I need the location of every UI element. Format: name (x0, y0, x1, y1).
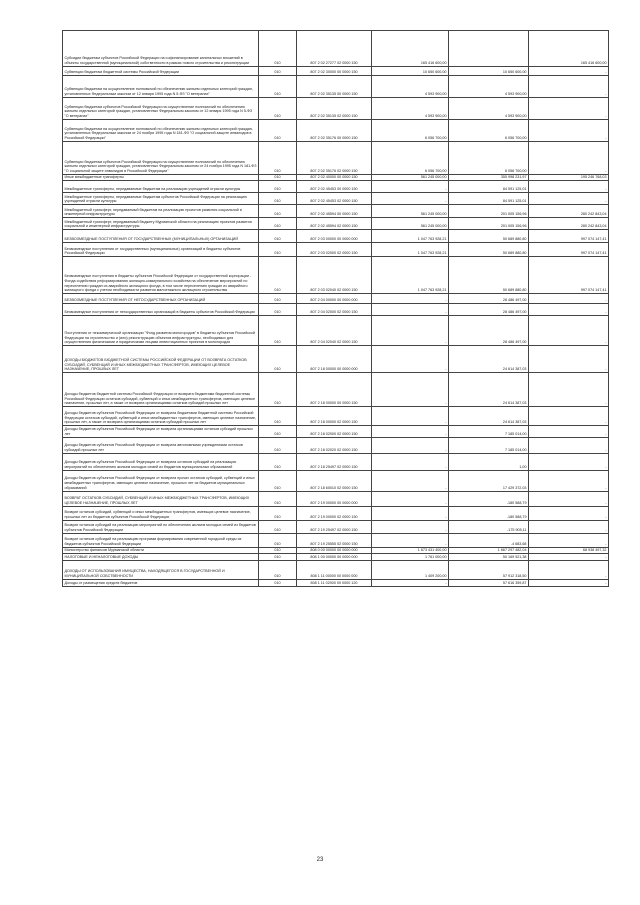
cell-v2: 50 689 880,80 (449, 230, 529, 243)
cell-v3: - (529, 346, 609, 373)
cell-code: 010 (259, 205, 297, 218)
cell-kbk: 807 2 03 02000 02 0000 150 (297, 243, 372, 257)
cell-kbk: 807 2 18 25497 02 0000 150 (297, 453, 372, 470)
cell-v1: - (372, 506, 449, 520)
cell-name: Субвенции бюджетам на осуществление полномочий по обеспечению жильем отдельных категорий граждан, установленных Федеральным законом от 12 января 1995 года N 5-ФЗ "О ветеранах" (63, 76, 259, 98)
cell-v2: 50 689 880,80 (449, 257, 529, 294)
cell-v1: 4 593 900,00 (372, 98, 449, 120)
cell-kbk: 807 2 04 00000 00 0000 000 (297, 294, 372, 304)
cell-v1: 1 409 200,00 (372, 560, 449, 579)
cell-code: 010 (259, 294, 297, 304)
cell-v1: 1 761 000,00 (372, 554, 449, 560)
cell-kbk: 807 2 02 27277 02 0000 150 (297, 31, 372, 67)
cell-v2: 28 486 497,00 (449, 294, 529, 304)
cell-v1: - (372, 346, 449, 373)
cell-code: 010 (259, 491, 297, 506)
cell-kbk: 807 2 19 00000 02 0000 150 (297, 506, 372, 520)
cell-v2: 10 650 600,00 (449, 67, 529, 76)
cell-v1: - (372, 579, 449, 586)
cell-v2: 1 667 297 482,04 (449, 547, 529, 553)
table-row (63, 257, 609, 294)
cell-name: Межбюджетные трансферты, передаваемые бюджетам на реализацию учреждений отрасли культуры (63, 181, 259, 193)
cell-v1: - (372, 193, 449, 205)
cell-kbk: 807 2 19 00000 00 0000 000 (297, 491, 372, 506)
cell-code: 010 (259, 316, 297, 346)
cell-v3: - (529, 437, 609, 453)
cell-code: 010 (259, 257, 297, 294)
cell-code: 010 (259, 120, 297, 142)
table-row (63, 407, 609, 426)
cell-v1: 1 673 431 400,00 (372, 547, 449, 553)
cell-v1: 1 047 763 928,21 (372, 257, 449, 294)
cell-v3: - (529, 76, 609, 98)
cell-kbk: 807 2 02 35135 00 0000 150 (297, 76, 372, 98)
revenue-table (62, 30, 609, 587)
table-row (63, 181, 609, 193)
cell-name: Доходы бюджетов субъектов Российской Федерации от возврата остатков субсидий на реализацию мероприятий по обеспечению жильем молодых семей из бюджетов муниципальных образований (63, 453, 259, 470)
cell-code: 010 (259, 407, 297, 426)
cell-name: Межбюджетный трансферт, передаваемый бюджету Мурманской области на реализацию проектов развития социальной и инженерной инфраструктуры (63, 218, 259, 230)
cell-v2: 24 614 387,03 (449, 373, 529, 407)
cell-v3: 997 074 147,41 (529, 243, 609, 257)
table-row (63, 98, 609, 120)
table-row (63, 76, 609, 98)
cell-name: Поступления от некоммерческой организации "Фонд развития моногородов" в бюджеты субъектов Российской Федерации на строительство и (или) реконструкцию объектов инфраструктуры, необходимых для осуществления физическими и юридическими лицами инвестиционных проектов в моногородах (63, 316, 259, 346)
cell-v2: 50 169 521,38 (449, 554, 529, 560)
cell-v1: 1 047 763 928,21 (372, 243, 449, 257)
cell-code: 010 (259, 304, 297, 316)
cell-name: Доходы бюджетов субъектов Российской Федерации от возврата прочих остатков субсидий, субвенций и иных межбюджетных трансфертов, имеющих целевое назначение, прошлых лет из бюджетов муниципальных образований (63, 470, 259, 491)
table-row (63, 316, 609, 346)
cell-v3: 195 246 768,03 (529, 175, 609, 181)
cell-name: Безвозмездные поступления от государственных (муниципальных) организаций в бюджеты субъектов Российской Федерации (63, 243, 259, 257)
cell-v2: 57 912 318,50 (449, 560, 529, 579)
cell-v3: - (529, 294, 609, 304)
cell-name: Доходы бюджетов субъектов Российской Федерации от возврата автономными учреждениями остатков субсидий прошлых лет (63, 437, 259, 453)
cell-v2: 4 593 900,00 (449, 76, 529, 98)
cell-v3: - (529, 453, 609, 470)
cell-v3: - (529, 316, 609, 346)
cell-v2: 7 185 014,00 (449, 426, 529, 437)
cell-code: 010 (259, 453, 297, 470)
cell-v3: 280 242 843,04 (529, 218, 609, 230)
page-number: 23 (316, 857, 324, 863)
cell-code: 010 (259, 218, 297, 230)
cell-code: 010 (259, 243, 297, 257)
cell-v3: - (529, 304, 609, 316)
cell-name: Возврат остатков субсидий, субвенций и иных межбюджетных трансфертов, имеющих целевое назначение, прошлых лет из бюджетов субъектов Российской Федерации (63, 506, 259, 520)
cell-kbk: 807 2 03 02040 02 0000 150 (297, 257, 372, 294)
cell-v3: - (529, 491, 609, 506)
cell-kbk: 807 2 18 02000 02 0000 150 (297, 426, 372, 437)
cell-kbk: 807 2 18 60010 02 0000 150 (297, 470, 372, 491)
cell-kbk: 807 2 02 40000 00 0000 150 (297, 175, 372, 181)
cell-v1: 561 245 000,00 (372, 205, 449, 218)
cell-kbk: 807 2 02 35176 00 0000 150 (297, 120, 372, 142)
table-row (63, 346, 609, 373)
cell-v2: 201 005 156,96 (449, 205, 529, 218)
cell-v2: 17 429 372,03 (449, 470, 529, 491)
cell-name: Субсидии бюджетам субъектов Российской Федерации на софинансирование капитальных вложений в объекты государственной (муниципальной) собственности в рамках нового строительства и реконструкции (63, 31, 259, 67)
cell-v1: - (372, 316, 449, 346)
cell-v1: - (372, 470, 449, 491)
cell-name: Возврат остатков субсидий на реализацию мероприятий по обеспечению жильем молодых семей из бюджетов субъектов Российской Федерации (63, 520, 259, 533)
cell-code: 010 (259, 533, 297, 547)
cell-code: 010 (259, 346, 297, 373)
cell-v3: - (529, 67, 609, 76)
cell-v2: 24 614 387,03 (449, 346, 529, 373)
cell-v2: 6 056 700,00 (449, 142, 529, 175)
cell-v2: 50 689 880,80 (449, 243, 529, 257)
table-row (63, 491, 609, 506)
cell-kbk: 808 1 11 02000 00 0000 120 (297, 579, 372, 586)
cell-code: 010 (259, 437, 297, 453)
table-row (63, 218, 609, 230)
table-row (63, 193, 609, 205)
cell-v2 (449, 31, 529, 67)
cell-v1: 561 245 000,00 (372, 175, 449, 181)
cell-code: 010 (259, 554, 297, 560)
cell-kbk: 807 2 19 25497 02 0000 150 (297, 520, 372, 533)
cell-v2: -180 588,79 (449, 491, 529, 506)
cell-kbk: 807 2 18 00000 00 0000 150 (297, 373, 372, 407)
cell-code: 010 (259, 76, 297, 98)
cell-name: Субвенции бюджетам бюджетной системы Российской Федерации (63, 67, 259, 76)
cell-code: 010 (259, 506, 297, 520)
table-row (63, 437, 609, 453)
cell-v3: - (529, 98, 609, 120)
table-row (63, 506, 609, 520)
cell-name: Субвенции бюджетам на осуществление полномочий по обеспечению жильем отдельных категорий граждан, установленных Федеральным законом от 24 ноября 1995 года N 181-ФЗ "О социальной защите инвалидов в Российской Федерации" (63, 120, 259, 142)
cell-name: Доходы бюджетов субъектов Российской Федерации от возврата организациями остатков субсидий прошлых лет (63, 426, 259, 437)
cell-v3: - (529, 407, 609, 426)
cell-code: 010 (259, 31, 297, 67)
table-row (63, 304, 609, 316)
cell-name: ВОЗВРАТ ОСТАТКОВ СУБСИДИЙ, СУБВЕНЦИЙ И ИНЫХ МЕЖБЮДЖЕТНЫХ ТРАНСФЕРТОВ, ИМЕЮЩИХ ЦЕЛЕВОЕ НАЗНАЧЕНИЕ, ПРОШЛЫХ ЛЕТ (63, 491, 259, 506)
table-row (63, 560, 609, 579)
cell-v2: 4 593 900,00 (449, 98, 529, 120)
cell-v1: - (372, 181, 449, 193)
table-row (63, 373, 609, 407)
cell-code: 010 (259, 142, 297, 175)
cell-v1: 165 416 600,00 (372, 31, 449, 67)
cell-kbk: 807 2 02 45453 02 0000 150 (297, 193, 372, 205)
cell-v1: 6 056 700,00 (372, 120, 449, 142)
cell-v2: -180 588,79 (449, 506, 529, 520)
table-row (63, 520, 609, 533)
cell-v3: - (529, 142, 609, 175)
cell-name: Доходы бюджетов субъектов Российской Федерации от возврата бюджетами бюджетной системы Российской Федерации остатков субсидий, субвенций и иных межбюджетных трансфертов, имеющих целевое назначение, прошлых лет, а также от возврата организациями остатков субсидий прошлых лет (63, 407, 259, 426)
cell-v3: - (529, 181, 609, 193)
table-row (63, 294, 609, 304)
cell-v1: - (372, 491, 449, 506)
cell-name: ДОХОДЫ ОТ ИСПОЛЬЗОВАНИЯ ИМУЩЕСТВА, НАХОДЯЩЕГОСЯ В ГОСУДАРСТВЕННОЙ И МУНИЦИПАЛЬНОЙ СОБСТВЕННОСТИ (63, 560, 259, 579)
cell-v3: 997 074 147,41 (529, 257, 609, 294)
cell-v3: 165 416 600,00 (529, 31, 609, 67)
table-row (63, 470, 609, 491)
cell-v3: - (529, 426, 609, 437)
cell-kbk: 808 1 11 00000 00 0000 000 (297, 560, 372, 579)
cell-v1: - (372, 373, 449, 407)
cell-v1: - (372, 437, 449, 453)
cell-v1: - (372, 520, 449, 533)
cell-name: БЕЗВОЗМЕЗДНЫЕ ПОСТУПЛЕНИЯ ОТ ГОСУДАРСТВЕННЫХ (МУНИЦИПАЛЬНЫХ) ОРГАНИЗАЦИЙ (63, 230, 259, 243)
cell-v1: 1 047 763 928,21 (372, 230, 449, 243)
cell-name: Межбюджетные трансферты, передаваемые бюджетам субъектов Российской Федерации на реализацию учреждений отрасли культуры (63, 193, 259, 205)
cell-code: 010 (259, 579, 297, 586)
cell-name: Безвозмездные поступления от негосударственных организаций в бюджеты субъектов Российской Федерации (63, 304, 259, 316)
cell-kbk: 807 2 04 02040 02 0000 150 (297, 316, 372, 346)
cell-v2: -4 683,68 (449, 533, 529, 547)
cell-kbk: 807 2 02 45453 00 0000 150 (297, 181, 372, 193)
cell-name: Возврат остатков субсидий на реализацию программ формирования современной городской среды из бюджетов субъектов Российской Федерации (63, 533, 259, 547)
cell-kbk: 807 2 18 00000 00 0000 000 (297, 346, 372, 373)
cell-v3: - (529, 120, 609, 142)
cell-v1: - (372, 407, 449, 426)
cell-v1: - (372, 533, 449, 547)
cell-kbk: 807 2 18 00000 02 0000 150 (297, 407, 372, 426)
cell-name: НАЛОГОВЫЕ И НЕНАЛОГОВЫЕ ДОХОДЫ (63, 554, 259, 560)
cell-code: 010 (259, 193, 297, 205)
table-row (63, 120, 609, 142)
cell-code: 010 (259, 175, 297, 181)
cell-kbk: 807 2 04 02000 02 0000 150 (297, 304, 372, 316)
table-row (63, 243, 609, 257)
cell-v1: 10 650 600,00 (372, 67, 449, 76)
cell-kbk: 807 2 02 30000 00 0000 150 (297, 67, 372, 76)
cell-kbk: 807 2 19 25555 02 0000 150 (297, 533, 372, 547)
cell-code: 010 (259, 230, 297, 243)
cell-kbk: 807 2 18 02020 02 0000 150 (297, 437, 372, 453)
cell-name: ДОХОДЫ БЮДЖЕТОВ БЮДЖЕТНОЙ СИСТЕМЫ РОССИЙСКОЙ ФЕДЕРАЦИИ ОТ ВОЗВРАТА ОСТАТКОВ СУБСИДИЙ, СУБВЕНЦИЙ И ИНЫХ МЕЖБЮДЖЕТНЫХ ТРАНСФЕРТОВ, ИМЕЮЩИХ ЦЕЛЕВОЕ НАЗНАЧЕНИЕ, ПРОШЛЫХ ЛЕТ (63, 346, 259, 373)
cell-code: 010 (259, 560, 297, 579)
cell-v1: - (372, 304, 449, 316)
table-row (63, 579, 609, 586)
cell-v1: 6 056 700,00 (372, 142, 449, 175)
cell-code: 010 (259, 426, 297, 437)
cell-v3: - (529, 560, 609, 579)
cell-kbk: 807 2 02 45594 00 0000 150 (297, 205, 372, 218)
cell-v1: 4 593 900,00 (372, 76, 449, 98)
cell-v2: 355 998 231,97 (449, 175, 529, 181)
cell-v3: 68 938 497,32 (529, 547, 609, 553)
cell-v2: 57 616 359,87 (449, 579, 529, 586)
cell-kbk: 808 1 00 00000 00 0000 000 (297, 554, 372, 560)
table-row (63, 533, 609, 547)
cell-code: 010 (259, 181, 297, 193)
table-row (63, 205, 609, 218)
cell-v3: - (529, 579, 609, 586)
table-row (63, 230, 609, 243)
table-row (63, 67, 609, 76)
cell-v1: - (372, 426, 449, 437)
cell-v3: - (529, 554, 609, 560)
cell-code: 010 (259, 470, 297, 491)
table-row (63, 453, 609, 470)
cell-code: 010 (259, 520, 297, 533)
cell-v1: - (372, 453, 449, 470)
cell-v2: -175 905,11 (449, 520, 529, 533)
cell-v1: - (372, 294, 449, 304)
cell-code: 010 (259, 98, 297, 120)
cell-v2: 201 005 156,96 (449, 218, 529, 230)
cell-kbk: 807 2 02 35176 02 0000 150 (297, 142, 372, 175)
cell-name: Доходы бюджетов бюджетной системы Российской Федерации от возврата бюджетами бюджетной системы Российской Федерации остатков субсидий, субвенций и иных межбюджетных трансфертов, имеющих целевое назначение, прошлых лет, а также от возврата организациями остатков субсидий прошлых лет (63, 373, 259, 407)
cell-name: Межбюджетный трансферт, передаваемый бюджетам на реализацию проектов развития социальной и инженерной инфраструктуры (63, 205, 259, 218)
cell-name: Доходы от размещения средств бюджетов (63, 579, 259, 586)
cell-name: Субвенции бюджетам субъектов Российской Федерации на осуществление полномочий по обеспечению жильем отдельных категорий граждан, установленных Федеральным законом от 12 января 1995 года N 5-ФЗ "О ветеранах" (63, 98, 259, 120)
cell-v3: - (529, 373, 609, 407)
cell-code: 010 (259, 67, 297, 76)
cell-name: Субвенции бюджетам субъектов Российской Федерации на осуществление полномочий по обеспечению жильем отдельных категорий граждан, установленных Федеральным законом от 24 ноября 1995 года N 181-ФЗ "О социальной защите инвалидов в Российской Федерации" (63, 142, 259, 175)
cell-v2: 28 486 497,00 (449, 316, 529, 346)
cell-name: Безвозмездные поступления в бюджеты субъектов Российской Федерации от государственной корпорации - Фонда содействия реформированию жилищно-коммунального хозяйства на обеспечение мероприятий по переселению граждан из аварийного жилищного фонда, в том числе переселению граждан из аварийного жилищного фонда с учетом необходимости развития малоэтажного жилищного строительства (63, 257, 259, 294)
cell-v2: 24 614 387,03 (449, 407, 529, 426)
cell-kbk: 807 2 02 35135 02 0000 150 (297, 98, 372, 120)
cell-name: Иные межбюджетные трансферты (63, 175, 259, 181)
cell-name: Министерство финансов Мурманской области (63, 547, 259, 553)
cell-v3: - (529, 533, 609, 547)
cell-v2: 6 056 700,00 (449, 120, 529, 142)
table-row (63, 142, 609, 175)
cell-v3: 997 074 147,41 (529, 230, 609, 243)
table-row (63, 31, 609, 67)
cell-kbk: 807 2 02 45594 02 0000 150 (297, 218, 372, 230)
cell-v2: 7 185 014,00 (449, 437, 529, 453)
cell-v2: 84 591 125,01 (449, 193, 529, 205)
cell-kbk: 808 0 00 00000 00 0000 000 (297, 547, 372, 553)
cell-v3: - (529, 506, 609, 520)
cell-v1: 561 245 000,00 (372, 218, 449, 230)
table-row (63, 426, 609, 437)
cell-v2: 28 486 497,00 (449, 304, 529, 316)
cell-code: 010 (259, 547, 297, 553)
cell-v2: 1,00 (449, 453, 529, 470)
cell-v3: - (529, 470, 609, 491)
cell-kbk: 807 2 03 00000 00 0000 000 (297, 230, 372, 243)
cell-name: БЕЗВОЗМЕЗДНЫЕ ПОСТУПЛЕНИЯ ОТ НЕГОСУДАРСТВЕННЫХ ОРГАНИЗАЦИЙ (63, 294, 259, 304)
cell-v3: - (529, 520, 609, 533)
cell-v3: 280 242 843,04 (529, 205, 609, 218)
cell-v2: 84 591 125,01 (449, 181, 529, 193)
cell-code: 010 (259, 373, 297, 407)
cell-v3: - (529, 193, 609, 205)
